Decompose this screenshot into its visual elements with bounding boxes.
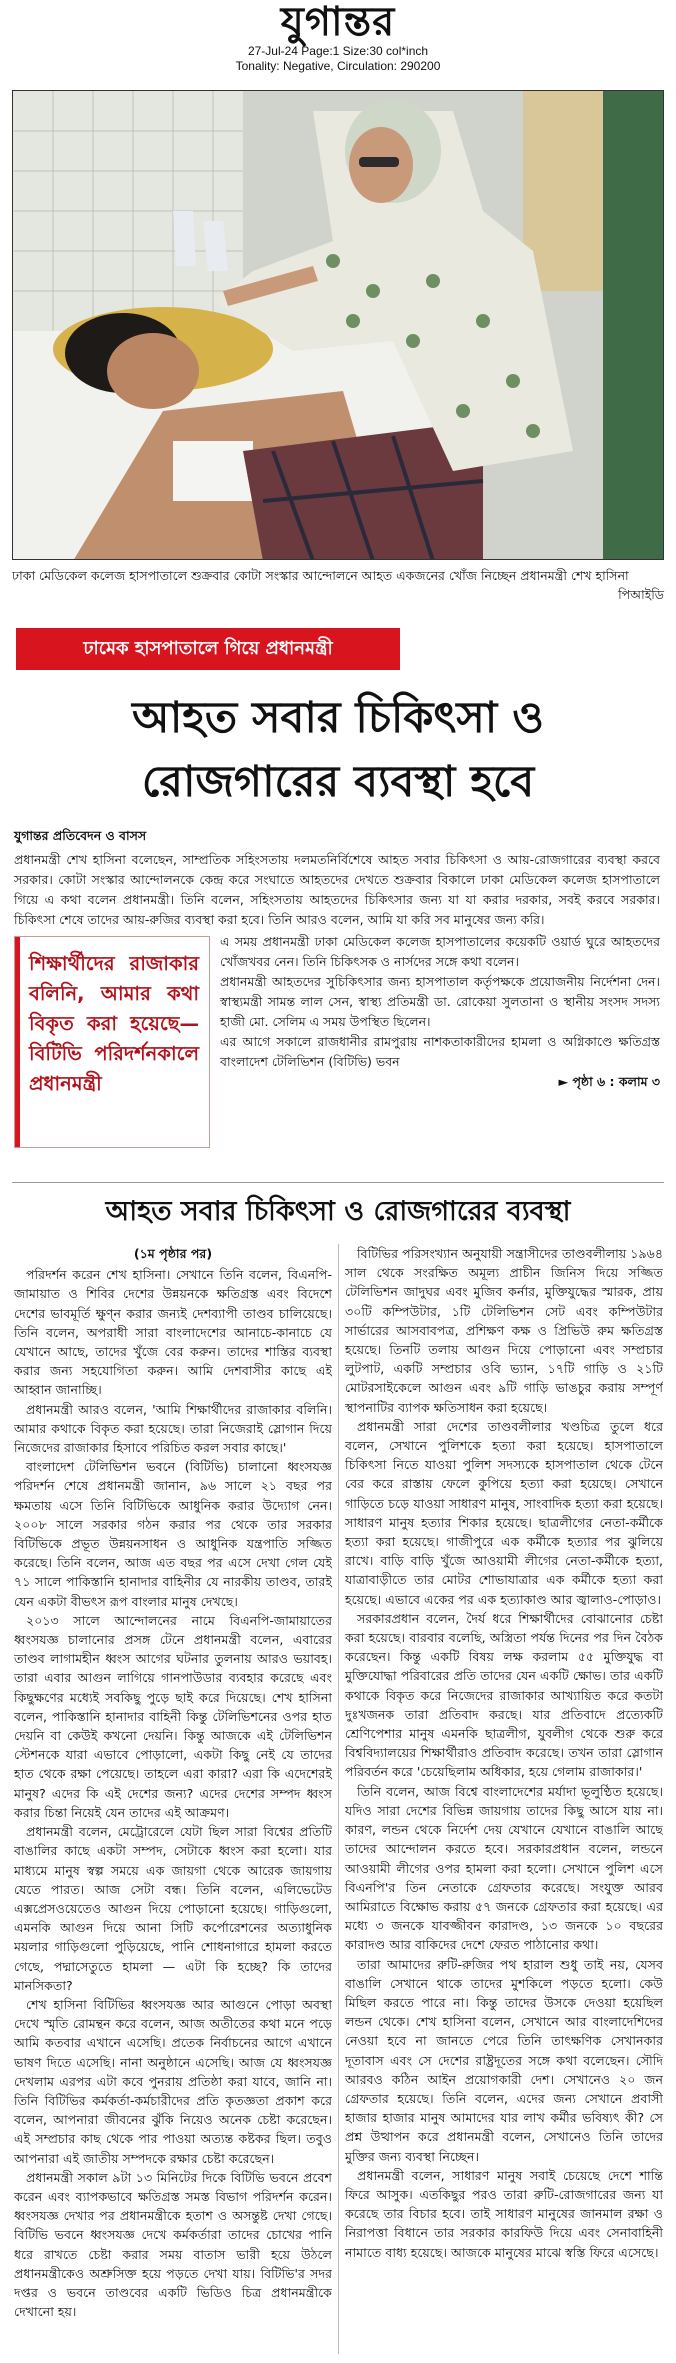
intro-paragraph: এর আগে সকালে রাজধানীর রামপুরায় নাশকতাকারীদের হামলা ও অগ্নিকাণ্ডে ক্ষতিগ্রস্ত বাংলাদেশ টেলিভিশন (বিটিভি) ভবন	[220, 1034, 660, 1069]
newspaper-logo: যুগান্তর	[280, 0, 396, 45]
clipping-tonality-line: Tonality: Negative, Circulation: 290200	[235, 59, 441, 73]
column-paragraph: প্রধানমন্ত্রী সারা দেশের তাণ্ডবলীলার খণ্ডচিত্র তুলে ধরে বলেন, সেখানে পুলিশকে হত্যা করা হয়েছে। হাসপাতালে চিকিৎসা নিতে যাওয়া পুলিশ সদস্যকে হাসপাতাল থেকে টেনে বের করে রাস্তায় ফেলে কুপিয়ে হত্যা করা হয়েছে। সেখানে গাড়িতে চড়ে যাওয়া সাধারণ মানুষ, সাংবাদিক হত্যা করা হয়েছে। সাধারণ মানুষ হত্যার শিকার হয়েছে। ছাত্রলীগের নেতা-কর্মীকে হত্যা করা হয়েছে। গাজীপুরে এক কর্মীকে হত্যার পর ঝুলিয়ে রাখে। বাড়ি বাড়ি খুঁজে আওয়ামী লীগের নেতা-কর্মীকে হত্যা, যাত্রাবাড়ীতে তার মোটর শোভাযাত্রার এক কর্মীকে হত্যা করা হয়েছে। এভাবে একের পর এক হত্যাকাণ্ড আর জ্বালাও-পোড়াও।	[345, 1418, 663, 1607]
article-intro	[14, 850, 660, 1175]
byline: যুগান্তর প্রতিবেদন ও বাসস	[14, 828, 147, 843]
column-paragraph: শেখ হাসিনা বিটিভির ধ্বংসযজ্ঞ আর আগুনে পোড়া অবস্থা দেখে স্মৃতি রোমন্থন করে বলেন, আজ অতীতের কথা মনে পড়ে আমি কতবার এখানে এসেছি। প্রতেক নির্বাচনের আগে এখানে ভাষণ দিতে এসেছি। নানা অনুষ্ঠানে এসেছি। আজ যে ধ্বংসযজ্ঞ দেখলাম এরপর এটা কবে পুনরায় প্রতিষ্ঠা করা যাবে, জানি না। তিনি বিটিভির কর্মকর্তা-কর্মচারীদের প্রতি কৃতজ্ঞতা প্রকাশ করে বলেন, আপনারা জীবনের ঝুঁকি নিয়েও অনেক চেষ্টা করেছেন। এই সম্প্রচার কাছ থেকে পার পাওয়া অত্যন্ত কষ্টকর ছিল। তবুও আপনারা এই জাতীয় সম্পদকে রক্ষার চেষ্টা করেছেন।	[14, 1996, 332, 2166]
intro-paragraph: প্রধানমন্ত্রী শেখ হাসিনা বলেছেন, সাম্প্রতিক সহিংসতায় দলমতনির্বিশেষে আহত সবার চিকিৎসা ও আয়-রোজগারের ব্যবস্থা করবে সরকার। কোটা সংস্কার আন্দোলনকে কেন্দ্র করে সংঘাতে আহতদের দেখতে শুক্রবার বিকালে ঢাকা মেডিকেল কলেজ হাসপাতালে গিয়ে এ কথা বলেন প্রধানমন্ত্রী। তিনি বলেন, সহিংসতায় আহতদের চিকিৎসার জন্য যা যা করার দরকার, সবই করবে সরকার। চিকিৎসা শেষে তাদের আয়-রুজির ব্যবস্থা করা হবে। তিনি আরও বলেন, আমি যা করি সব মানুষের জন্য করি।	[14, 852, 660, 927]
headline-line-2: রোজগারের ব্যবস্থা হবে	[141, 757, 535, 807]
intro-paragraph: এ সময় প্রধানমন্ত্রী ঢাকা মেডিকেল কলেজ হাসপাতালের কয়েকটি ওয়ার্ড ঘুরে আহতদের খোঁজখবর নেন। তিনি চিকিৎসক ও নার্সদের সঙ্গে কথা বলেন।	[220, 934, 660, 969]
continued-on-link[interactable]: ► পৃষ্ঠা ৬ : কলাম ৩	[558, 1074, 660, 1089]
headline-line-1: আহত সবার চিকিৎসা ও	[132, 693, 544, 743]
column-paragraph: প্রধানমন্ত্রী সকাল ৯টা ১৩ মিনিটের দিকে বিটিভি ভবনে প্রবেশ করেন এবং ব্যাপকভাবে ক্ষতিগ্রস্ত সমস্ত বিভাগ পরিদর্শন করেন। ধ্বংসযজ্ঞ দেখার পর প্রধানমন্ত্রীকে হতাশ ও অসন্তুষ্ট দেখা গেছে। বিটিভি ভবনে ধ্বংসযজ্ঞ দেখে কর্মকর্তারা তাদের চোখের পানি ধরে রাখতে চেষ্টা করার সময় বাতাস ভারী হয়ে উঠলে প্রধানমন্ত্রীকেও অশ্রুসিক্ত হয়ে পড়তে দেখা যায়। বিটিভি'র সদর দপ্তর ও ভবনে তাণ্ডবের একটি ভিডিও চিত্র প্রধানমন্ত্রীকে দেখানো হয়।	[14, 2169, 332, 2320]
photo-caption-text: ঢাকা মেডিকেল কলেজ হাসপাতালে শুক্রবার কোটা সংস্কার আন্দোলনে আহত একজনের খোঁজ নিচ্ছেন প্রধানমন্ত্রী শেখ হাসিনা	[12, 568, 629, 583]
column-paragraph: প্রধানমন্ত্রী আরও বলেন, 'আমি শিক্ষার্থীদের রাজাকার বলিনি। আমার কথাকে বিকৃত করা হয়েছে। তারা নিজেরাই স্লোগান দিয়ে নিজেদের রাজাকার হিসাবে পরিচিত করল সবার কাছে।'	[14, 1401, 332, 1456]
column-paragraph: তারা আমাদের রুটি-রুজির পথ হারাল শুধু তাই নয়, যেসব বাঙালি সেখানে থাকে তাদের মুশকিলে পড়তে হলো। কেউ মিছিল করতে পারে না। কিন্তু তাদের উসকে দেওয়া হয়েছিল লন্ডন থেকে। শেখ হাসিনা বলেন, সেখানে আর বাংলাদেশিদের নেওয়া হবে না জানতে পেরে তিনি তাৎক্ষণিক সেখানকার দূতাবাস এবং সে দেশের রাষ্ট্রদূতের সঙ্গে কথা বলেছেন। সৌদি আরবও কঠিন আইন প্রয়োগকারী দেশ। সেখানেও ২০ জন গ্রেফতার হয়েছে। তিনি বলেন, এদের জন্য সেখানে প্রবাসী হাজার হাজার মানুষ আমাদের যার লাখ কর্মীর ভবিষ্যৎ কী? সে প্রশ্ন উত্থাপন করে প্রধানমন্ত্রী বলেন, সেখানেও তিনি তাদের মুক্তির জন্য ব্যবস্থা নিচ্ছেন।	[345, 1956, 663, 2164]
column-rule	[338, 1244, 339, 2354]
column-paragraph: সরকারপ্রধান বলেন, দৈর্য ধরে শিক্ষার্থীদের বোঝানোর চেষ্টা করা হয়েছে। বারবার বলেছি, অস্ত্রিতা পর্যন্ত দিনের পর দিন বৈঠক করেছেন। কিন্তু একটি বিষয় লক্ষ করলাম ৫৫ মুক্তিযুদ্ধ বা মুক্তিযোদ্ধা পরিবারের প্রতি তাদের যেন একটি ক্ষোভ। তার একটি কথাকে বিকৃত করে নিজেদের রাজাকার আখ্যায়িত করে কতটা দুঃখজনক তারা প্রতিবাদ করছে। যার প্রতিবাদে প্রত্যেকটি শ্রেণিপেশার মানুষ এমনকি ছাত্রলীগ, যুবলীগ থেকে শুরু করে বিশ্ববিদ্যালয়ের শিক্ষার্থীরাও প্রতিবাদ করেছে। তখন তারা স্লোগান পরিবর্তন করে 'চেয়েছিলাম অধিকার, হয়ে গেলাম রাজাকার।'	[345, 1610, 663, 1780]
column-paragraph: প্রধানমন্ত্রী বলেন, সাধারণ মানুষ সবাই চেয়েছে দেশে শান্তি ফিরে আসুক। এতকিছুর পরও তারা রুটি-রোজগারের জন্য যা করেছে তার বিচার হবে। তাই সাধারণ মানুষের জানমাল রক্ষা ও নিরাপত্তা বিধানে তার সরকার কারফিউ দিয়ে এবং সেনাবাহিনী নামাতে বাধ্য হয়েছে। আজকে মানুষের মাঝে স্বস্তি ফিরে এসেছে।	[345, 2167, 663, 2260]
continuation-headline: আহত সবার চিকিৎসা ও রোজগারের ব্যবস্থা	[105, 1196, 571, 1227]
continuation-label: (১ম পৃষ্ঠার পর)	[133, 1246, 213, 1261]
photo-credit: পিআইডি	[618, 587, 664, 602]
column-paragraph: তিনি বলেন, আজ বিশ্বে বাংলাদেশের মর্যাদা ভূলুণ্ঠিত হয়েছে। যদিও সারা দেশের বিভিন্ন জায়গায় তাদের কিছু আসে যায় না। কারণ, লন্ডন থেকে নির্দেশ দেয় যেখানে যেখানে বাঙালি আছে তাদের আন্দোলন করতে হবে। সরকারপ্রধান বলেন, লন্ডনে আওয়ামী লীগের ওপর হামলা করা হলো। সেখানে পুলিশ এসে বিএনপি'র তিন নেতাকে গ্রেফতার করেছে। সংযুক্ত আরব আমিরাতে বিক্ষোভ করায় ৫৭ জনকে গ্রেফতার করা হয়েছে। এর মধ্যে ৩ জনকে যাবজ্জীবন কারাদণ্ড, ১৩ জনকে ১০ বছরের কারাদণ্ড আর বাকিদের দেশে ফেরত পাঠানোর কথা।	[345, 1783, 663, 1953]
column-paragraph: বাংলাদেশ টেলিভিশন ভবনে (বিটিভি) চালানো ধ্বংসযজ্ঞ পরিদর্শন শেষে প্রধানমন্ত্রী জানান, ৯৬ সালে ২১ বছর পর ক্ষমতায় এসে তিনি বিটিভিকে আধুনিক করার উদ্যোগ নেন। ২০০৮ সালে সরকার গঠন করার পর থেকে তার সরকার বিটিভিকে প্রভূত উন্নয়নসাধন ও আধুনিক যন্ত্রপাতি সজ্জিত করেছে। তিনি বলেন, আজ এত বছর পর এসে দেখা গেল যেই ৭১ সালে পাকিস্তানি হানাদার বাহিনীর যে নারকীয় তাণ্ডব, তারই যেন একটা বীভৎস রূপ বাংলার মানুষ দেখছে।	[14, 1459, 332, 1609]
column-paragraph: প্রধানমন্ত্রী বলেন, মেট্রোরেলে যেটা ছিল সারা বিশ্বের প্রতিটি বাঙালির কাছে একটা সম্পদ, সেটাকে ধ্বংস করা হলো। যার মাধ্যমে মানুষ স্বল্প সময়ে এক জায়গা থেকে আরেক জায়গায় যেতে পারত। আজ সেটা বন্ধ। তিনি বলেন, এলিভেটেড এক্সপ্রেসওয়েতেও আগুন দিয়ে পোড়ানো হয়েছে। গাড়িগুলো, এমনকি আগুন দিয়ে আনা সিটি কর্পোরেশনের অত্যাধুনিক ময়লার গাড়িগুলো পুড়িয়েছে, পানি শোধনাগারে হামলা করতে গেছে, পদ্মাসেতুতে হামলা — এটা কি হচ্ছে? কি তাদের মানসিকতা?	[14, 1824, 332, 1993]
pull-quote-text: শিক্ষার্থীদের রাজাকার বলিনি, আমার কথা বিকৃত করা হয়েছে—বিটিভি পরিদর্শনকালে প্রধানমন্ত্রী	[29, 952, 199, 1095]
column-paragraph: পরিদর্শন করেন শেখ হাসিনা। সেখানে তিনি বলেন, বিএনপি-জামায়াত ও শিবির দেশের উন্নয়নকে ক্ষতিগ্রস্ত এবং বিদেশে দেশের ভাবমূর্তি ক্ষুণ্ন করার জন্যই দেশব্যাপী তাণ্ডব চালিয়েছে। তিনি বলেন, অপরাধী সারা বাংলাদেশের আনাচে-কানাচে যে যেখানে আছে, তাদের খুঁজে বের করুন। তাদের শাস্তির ব্যবস্থা করার জন্য সহযোগিতা করুন। আমি দেশবাসীর কাছে এই আহ্বান জানাচ্ছি।	[14, 1267, 332, 1398]
column-paragraph: বিটিভির পরিসংখ্যান অনুযায়ী সন্ত্রাসীদের তাণ্ডবলীলায় ১৯৬৪ সাল থেকে সংরক্ষিত অমূল্য প্রাচীন জিনিস দিয়ে সজ্জিত টেলিভিশন জাদুঘর এবং মুজিব কর্নার, মুক্তিযুদ্ধের স্মারক, প্রায় ৩০টি কম্পিউটার, ১টি টেলিভিশন সেট এবং কম্পিউটার সার্ভারের আসবাবপত্র, প্রশিক্ষণ কক্ষ ও প্রিভিউ রুম ক্ষতিগ্রস্ত হয়েছে। তিনটি তলায় আগুন দিয়ে পোড়ানো এবং সম্প্রচার লুটপাট, একটি সম্প্রচার ওবি ভ্যান, ১৭টি গাড়ি ও ২১টি মোটরসাইকেলে আগুন এবং ৯টি গাড়ি ভাঙচুর করায় সম্পূর্ণ স্থাপনাটির ব্যাপক ক্ষতিসাধন করা হয়েছে।	[345, 1246, 663, 1415]
masthead	[0, 0, 676, 88]
kicker-banner: ঢামেক হাসপাতালে গিয়ে প্রধানমন্ত্রী	[16, 628, 400, 670]
clipping-date-line: 27-Jul-24 Page:1 Size:30 col*inch	[247, 44, 429, 58]
column-paragraph: ২০১৩ সালে আন্দোলনের নামে বিএনপি-জামায়াতের ধ্বংসযজ্ঞ চালানোর প্রসঙ্গ টেনে প্রধানমন্ত্রী বলেন, এবারের তাণ্ডব লাগামহীন ধ্বংস আগের ঘটনার তুলনায় আরও ভয়াবহ। তারা এবার আগুন লাগিয়ে গানপাউডার ব্যবহার করেছে এবং কিছুক্ষণের মধ্যেই সবকিছু পুড়ে ছাই করে দিয়েছে। শেখ হাসিনা বলেন, পাকিস্তানি হানাদার বাহিনী কিন্তু টেলিভিশনের ওপর হাত দেয়নি বা কেউই কখনো দেয়নি। কিন্তু আজকে এই টেলিভিশন স্টেশনকে যারা এভাবে পোড়ালো, একটা কিছু নেই যে তাদের হাত থেকে রক্ষা পেয়েছে। তাহলে এরা কারা? এরা কি এদেশেরই মানুষ? এদের কি এই দেশের জন্য? এদের দেশের সম্পদ ধ্বংস করার চিন্তা নিয়েই যেন তাদের এই আক্রমণ।	[14, 1612, 332, 1820]
continuation-column-left	[14, 1244, 332, 2354]
main-headline	[12, 686, 664, 814]
pull-quote-box	[14, 936, 210, 1148]
intro-paragraph: প্রধানমন্ত্রী আহতদের সুচিকিৎসার জন্য হাসপাতাল কর্তৃপক্ষকে প্রয়োজনীয় নির্দেশনা দেন। স্বাস্থ্যমন্ত্রী সামন্ত লাল সেন, স্বাস্থ্য প্রতিমন্ত্রী ডা. রোকেয়া সুলতানা ও স্থানীয় সংসদ সদস্য হাজী মো. সেলিম এ সময় উপস্থিত ছিলেন।	[220, 974, 660, 1029]
continuation-column-right	[345, 1244, 663, 2354]
photo-caption	[12, 566, 664, 604]
news-photo	[12, 90, 664, 560]
hospital-visit-photo	[13, 91, 664, 560]
section-divider	[12, 1182, 664, 1183]
